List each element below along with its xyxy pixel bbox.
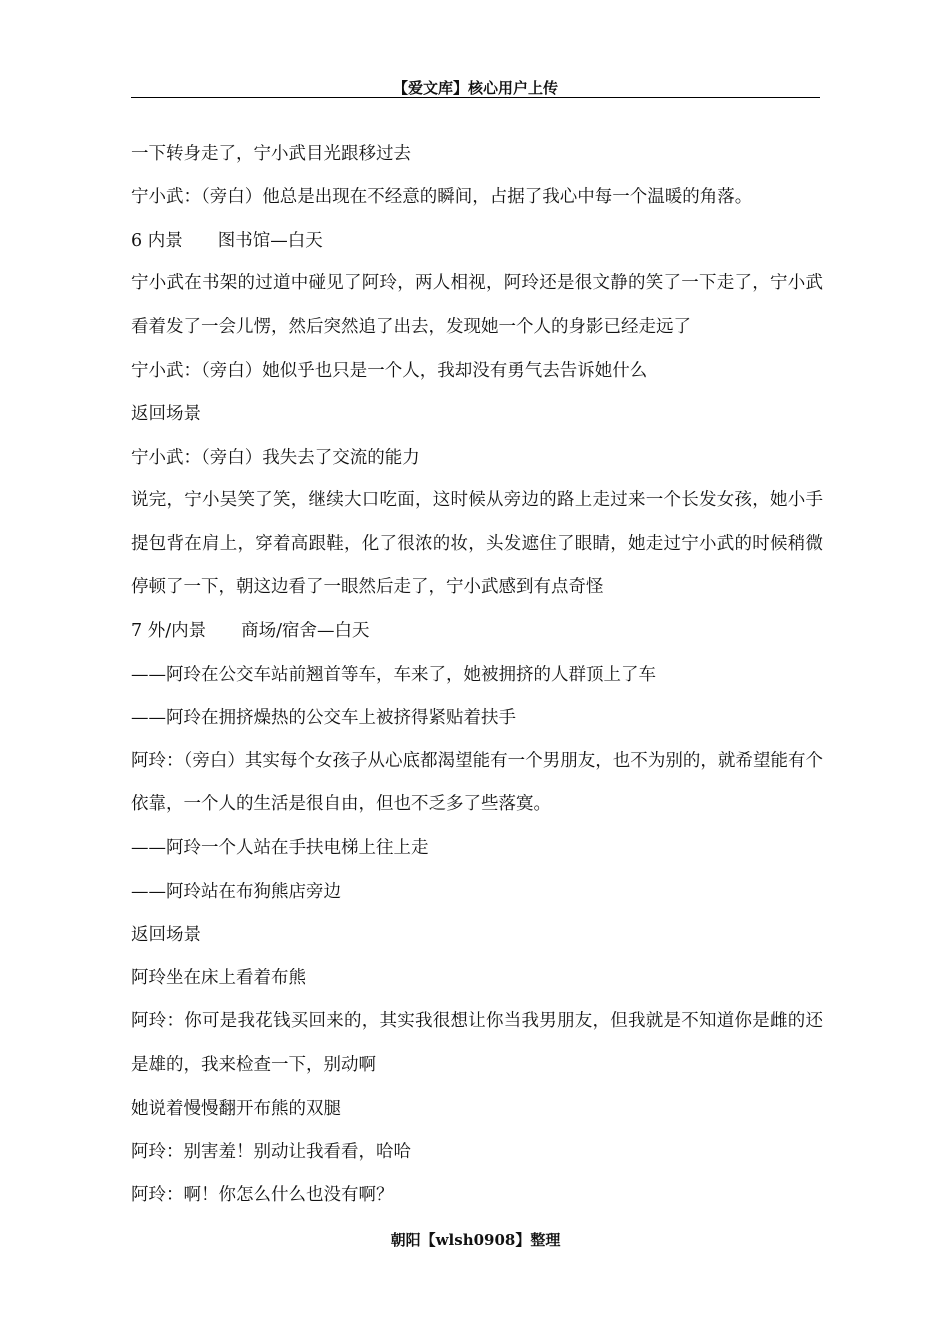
text-paragraph: 阿玲：你可是我花钱买回来的，其实我很想让你当我男朋友，但我就是不知道你是雌的还是雄的，我来检查一下，别动啊 <box>131 1011 823 1075</box>
page-header: 【爱文库】核心用户上传 <box>392 79 558 97</box>
text-paragraph: 阿玲：（旁白）其实每个女孩子从心底都渴望能有一个男朋友，也不为别的，就希望能有个依靠，一个人的生活是很自由，但也不乏多了些落寞。 <box>131 750 823 815</box>
text-line: 一下转身走了，宁小武目光跟移过去 <box>131 144 411 164</box>
text-line: ——阿玲站在布狗熊店旁边 <box>131 881 341 902</box>
text-line: 宁小武：（旁白）我失去了交流的能力 <box>131 447 420 468</box>
text-line: 她说着慢慢翻开布熊的双腿 <box>131 1098 341 1119</box>
text-paragraph: 宁小武在书架的过道中碰见了阿玲，两人相视，阿玲还是很文静的笑了一下走了，宁小武看着发了一会儿愣，然后突然追了出去，发现她一个人的身影已经走远了 <box>131 273 823 337</box>
text-line: ——阿玲一个人站在手扶电梯上往上走 <box>131 838 429 859</box>
text-paragraph: 说完，宁小吴笑了笑，继续大口吃面，这时候从旁边的路上走过来一个长发女孩，她小手提包背在肩上，穿着高跟鞋，化了很浓的妆，头发遮住了眼睛，她走过宁小武的时候稍微停顿了一下，朝这边看了一眼然后走了，宁小武感到有点奇怪 <box>131 490 823 598</box>
text-line: 返回场景 <box>131 404 201 425</box>
text-line: 阿玲：别害羞！别动让我看看，哈哈 <box>131 1142 411 1163</box>
page-footer: 朝阳【wlsh0908】整理 <box>390 1231 561 1249</box>
text-line: ——阿玲在拥挤燥热的公交车上被挤得紧贴着扶手 <box>131 708 516 729</box>
text-line: 宁小武：（旁白）他总是出现在不经意的瞬间，占据了我心中每一个温暖的角落。 <box>131 187 753 208</box>
document-body <box>131 139 823 1224</box>
text-line: 返回场景 <box>131 925 201 946</box>
scene-heading: 7 外/内景 商场/宿舍—白天 <box>131 621 370 642</box>
header-divider <box>131 97 820 98</box>
text-line: ——阿玲在公交车站前翘首等车，车来了，她被拥挤的人群顶上了车 <box>131 664 656 685</box>
text-line: 阿玲坐在床上看着布熊 <box>131 968 306 989</box>
text-line: 宁小武：（旁白）她似乎也只是一个人，我却没有勇气去告诉她什么 <box>131 360 648 381</box>
text-line: 阿玲：啊！你怎么什么也没有啊？ <box>131 1185 394 1206</box>
scene-heading: 6 内景 图书馆—白天 <box>131 230 323 251</box>
